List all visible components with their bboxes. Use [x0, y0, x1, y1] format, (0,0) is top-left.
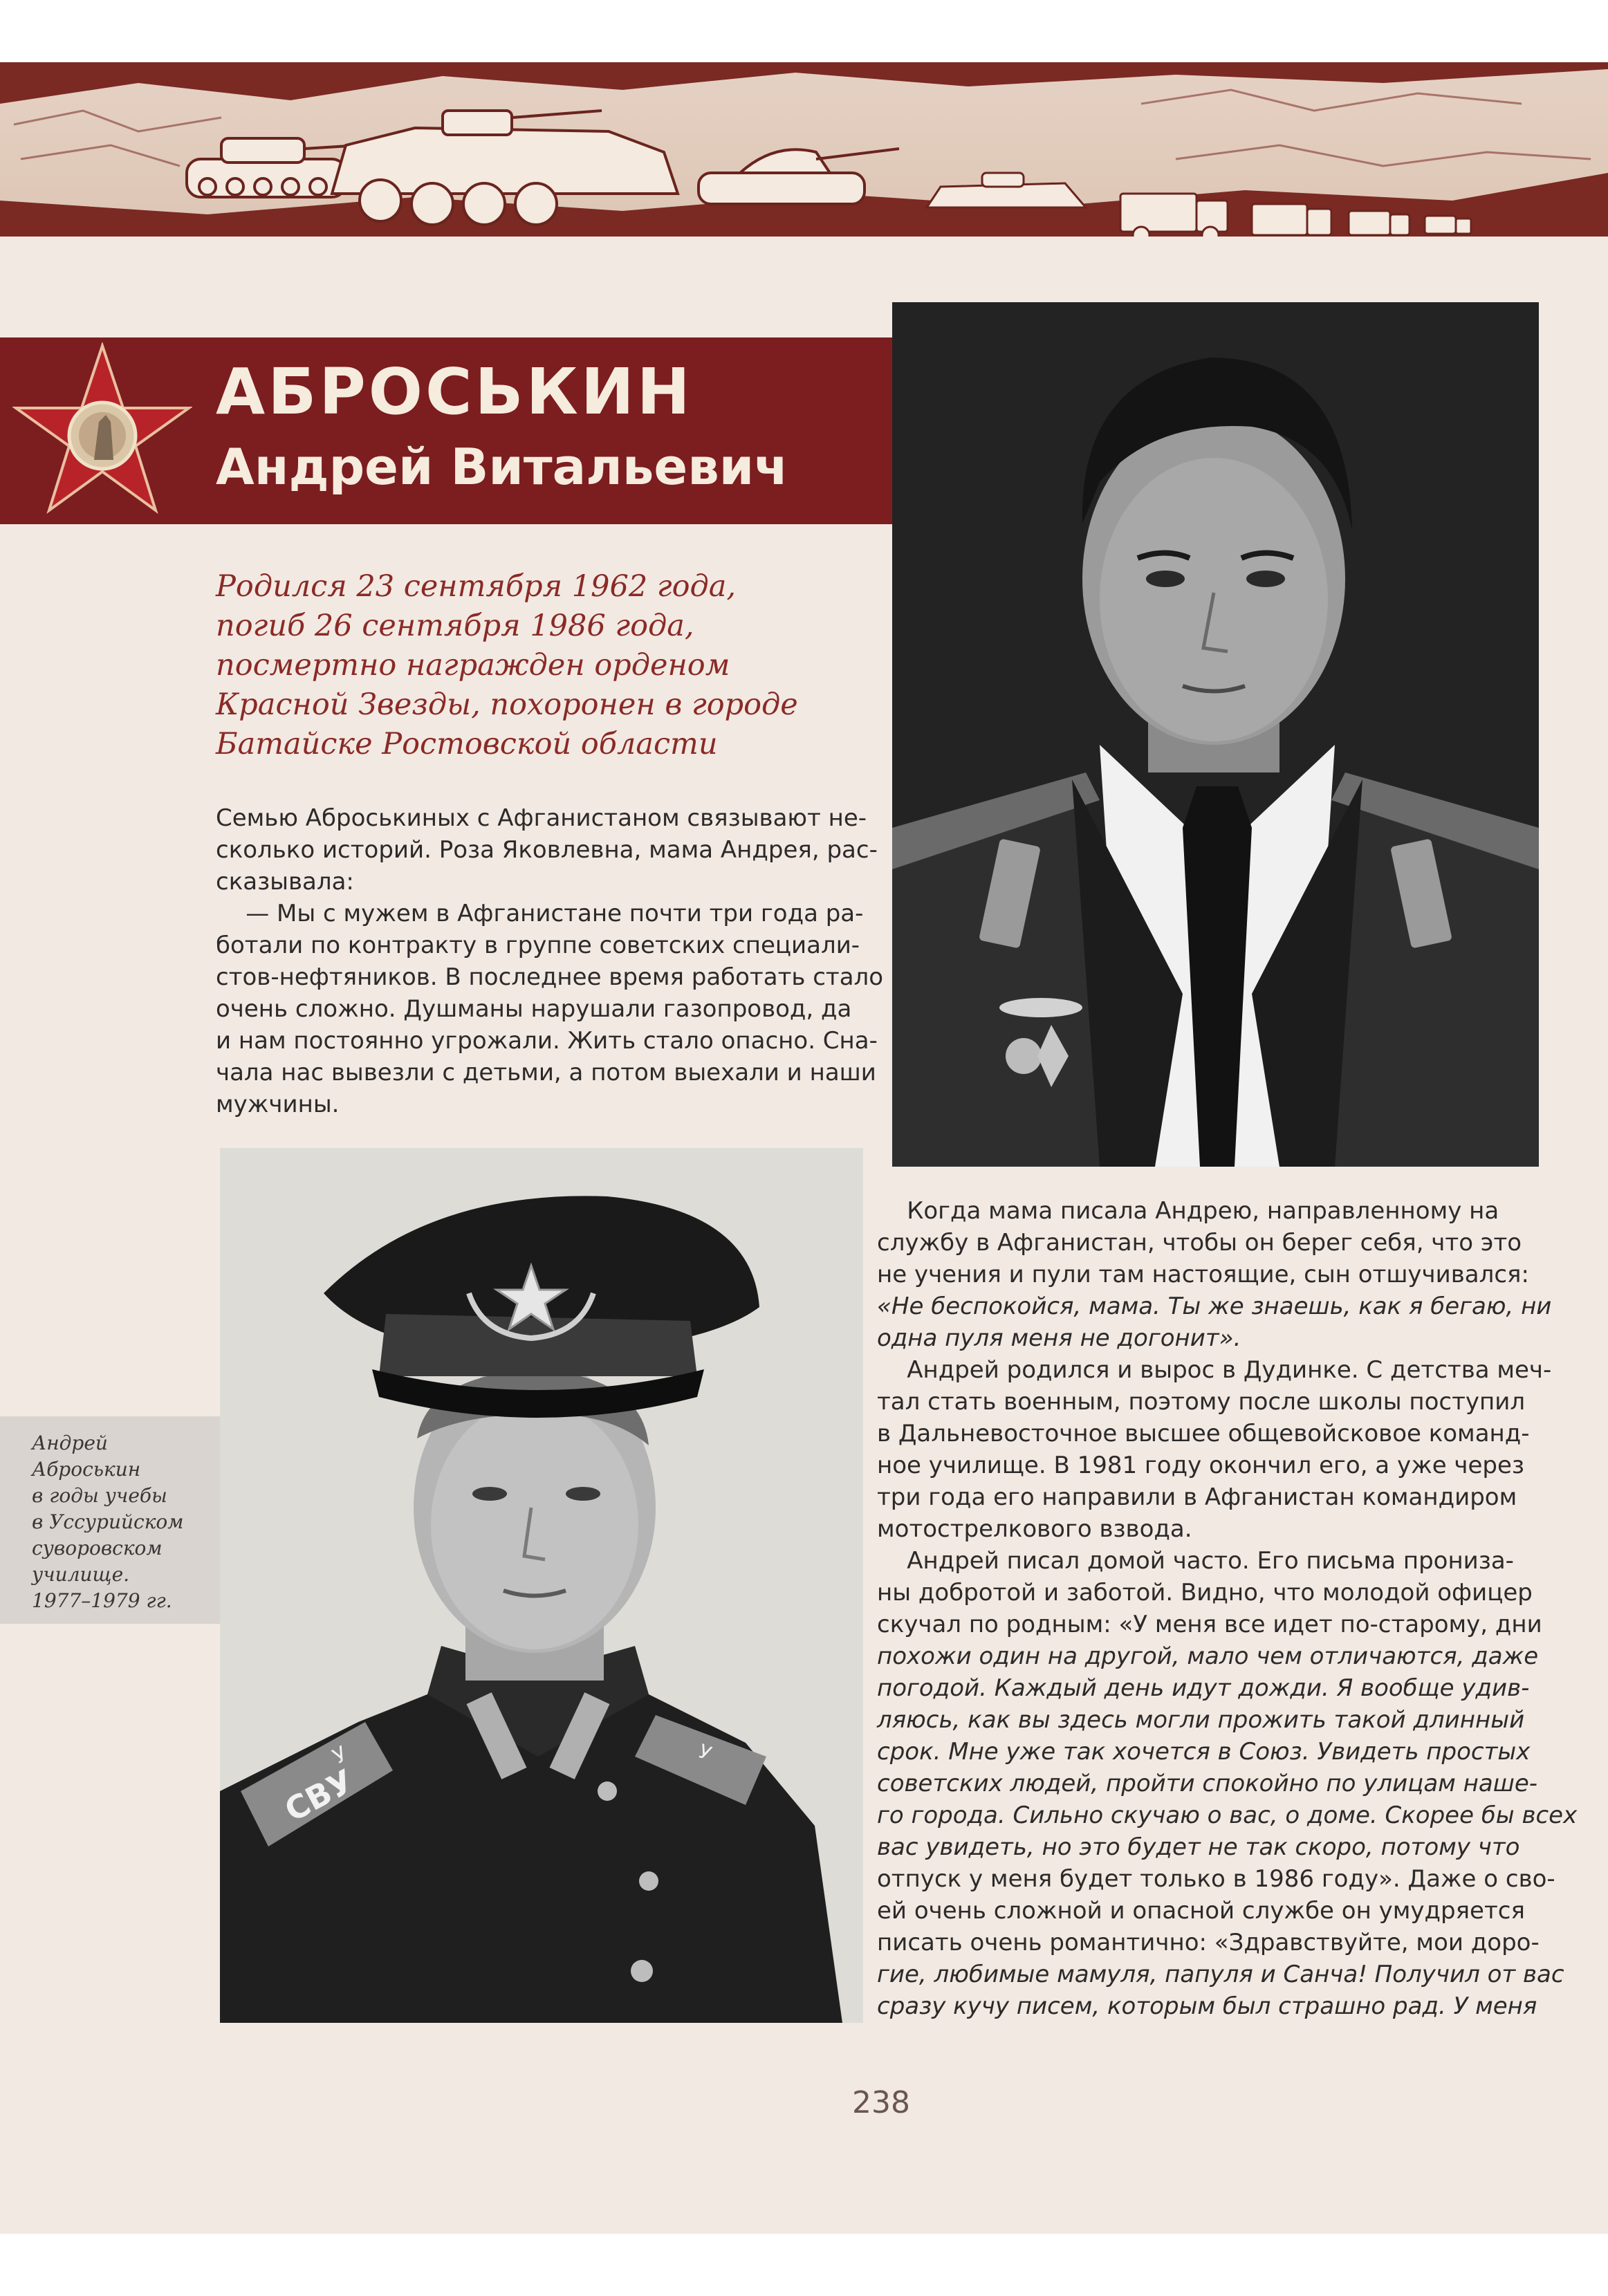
text-line: Андрей родился и вырос в Дудинке. С детства меч-	[877, 1356, 1552, 1384]
caption-line: 1977–1979 гг.	[32, 1589, 172, 1612]
lead-line: Батайске Ростовской области	[216, 727, 718, 761]
lead-paragraph	[216, 567, 859, 764]
text-line: стов-нефтяников. В последнее время работать стало	[216, 963, 884, 991]
lead-line: Родился 23 сентября 1962 года,	[216, 569, 737, 604]
lead-line: посмертно награжден орденом	[216, 648, 730, 683]
text-line-quote: гие, любимые мамуля, папуля и Санча! Получил от вас	[877, 1961, 1564, 1988]
text-line-quote: одна пуля меня не догонит».	[877, 1324, 1241, 1352]
text-line: Андрей писал домой часто. Его письма прониза-	[877, 1547, 1514, 1575]
text-line: ей очень сложной и опасной службе он умудряется	[877, 1897, 1525, 1925]
lead-line: Красной Звезды, похоронен в городе	[216, 687, 798, 722]
shoulder-mark-left: У	[329, 1741, 352, 1770]
officer-portrait-photo	[892, 302, 1539, 1167]
text-line-quote: сразу кучу писем, которым был страшно рад. У меня	[877, 1992, 1537, 2020]
shoulder-mark-right: У	[695, 1739, 714, 1766]
text-line-quote: го города. Сильно скучаю о вас, о доме. Скорее бы всех	[877, 1802, 1578, 1829]
text-line: три года его направили в Афганистан командиром	[877, 1483, 1517, 1511]
text-line: чала нас вывезли с детьми, а потом выехали и наши	[216, 1059, 876, 1086]
text-line-quote: похожи один на другой, мало чем отличаются, даже	[877, 1642, 1539, 1670]
text-line: службу в Афганистан, чтобы он берег себя, что это	[877, 1229, 1522, 1257]
text-line: сказывала:	[216, 868, 354, 896]
text-line: мужчины.	[216, 1091, 340, 1118]
red-star-order-icon	[12, 342, 192, 515]
text-line-quote: срок. Мне уже так хочется в Союз. Увидеть простых	[877, 1738, 1531, 1766]
text-line: и нам постоянно угрожали. Жить стало опасно. Сна-	[216, 1027, 878, 1055]
military-vehicles-illustration	[0, 62, 1608, 237]
text-line: отпуск у меня будет только в 1986 году». Даже о сво-	[877, 1865, 1555, 1893]
header-banner	[0, 62, 1608, 237]
truck-icon	[1252, 204, 1331, 235]
text-line: Семью Аброськиных с Афганистаном связывают не-	[216, 804, 867, 832]
text-line: тал стать военным, поэтому после школы поступил	[877, 1388, 1526, 1416]
text-line: — Мы с мужем в Афганистане почти три года ра-	[216, 900, 864, 927]
cadet-photo	[220, 1148, 863, 2023]
page-number: 238	[852, 2085, 910, 2120]
left-column-text	[216, 802, 884, 1120]
caption-line: в Уссурийском	[32, 1510, 184, 1533]
caption-line: училище.	[32, 1563, 130, 1586]
lead-line: погиб 26 сентября 1986 года,	[216, 609, 694, 643]
text-line: Когда мама писала Андрею, направленному на	[877, 1197, 1499, 1225]
text-line-quote: «Не беспокойся, мама. Ты же знаешь, как я бегаю, ни	[877, 1293, 1552, 1320]
given-name-heading: Андрей Витальевич	[216, 438, 788, 496]
shoulder-patch-text: СВУ	[278, 1762, 360, 1829]
caption-line: суворовском	[32, 1537, 163, 1559]
text-line: сколько историй. Роза Яковлевна, мама Андрея, рас-	[216, 836, 878, 864]
text-line-quote: погодой. Каждый день идут дожди. Я вообще удив-	[877, 1674, 1530, 1702]
text-line: мотострелкового взвода.	[877, 1515, 1192, 1543]
photo-caption	[32, 1430, 219, 1614]
text-line: ны добротой и заботой. Видно, что молодой офицер	[877, 1579, 1533, 1607]
text-line: ботали по контракту в группе советских специали-	[216, 932, 860, 959]
truck-icon	[1120, 194, 1228, 237]
surname-heading: АБРОСЬКИН	[216, 355, 693, 429]
truck-icon	[1349, 211, 1410, 235]
right-column-text	[877, 1195, 1578, 2022]
caption-line: Андрей	[32, 1432, 108, 1454]
text-line-quote: вас увидеть, но это будет не так скоро, потому что	[877, 1833, 1520, 1861]
text-line-quote: ляюсь, как вы здесь могли прожить такой длинный	[877, 1706, 1525, 1734]
text-line: очень сложно. Душманы нарушали газопровод, да	[216, 995, 852, 1023]
caption-line: Аброськин	[32, 1458, 141, 1481]
text-line: ное училище. В 1981 году окончил его, а уже через	[877, 1452, 1525, 1479]
text-line-quote: советских людей, пройти спокойно по улицам наше-	[877, 1770, 1538, 1797]
text-line: в Дальневосточное высшее общевойсковое команд-	[877, 1420, 1530, 1447]
text-line: скучал по родным: «У меня все идет по-старому, дни	[877, 1611, 1542, 1638]
text-line: писать очень романтично: «Здравствуйте, мои доро-	[877, 1929, 1540, 1956]
text-line: не учения и пули там настоящие, сын отшучивался:	[877, 1261, 1529, 1288]
truck-icon	[1425, 216, 1471, 234]
caption-line: в годы учебы	[32, 1484, 167, 1507]
